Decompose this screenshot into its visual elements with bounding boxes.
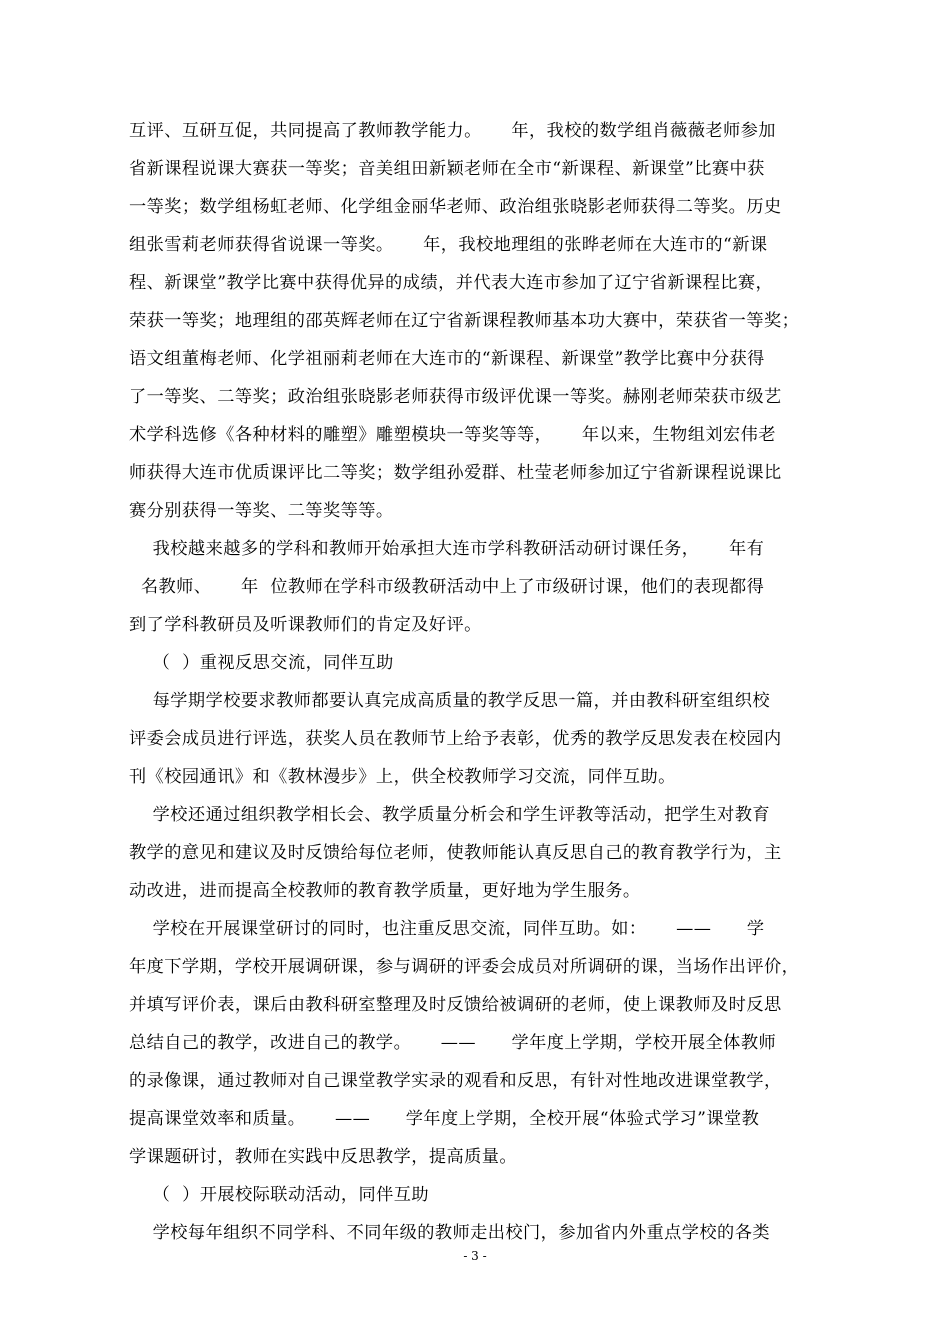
text-line: 动改进，进而提高全校教师的教育教学质量，更好地为学生服务。 [129, 881, 641, 901]
text-line: 的录像课，通过教师对自己课堂教学实录的观看和反思，有针对性地改进课堂教学， [129, 1071, 782, 1091]
text-line: 教学的意见和建议及时反馈给每位老师，使教师能认真反思自己的教育教学行为，主 [129, 843, 782, 863]
text-line: 学课题研讨，教师在实践中反思教学，提高质量。 [129, 1147, 518, 1167]
text-line: 师获得大连市优质课评比二等奖；数学组孙爱群、杜莹老师参加辽宁省新课程说课比 [129, 463, 782, 483]
text-line: 赛分别获得一等奖、二等奖等等。 [129, 501, 394, 521]
text-line: 名教师、 年 位教师在学科市级教研活动中上了市级研讨课，他们的表现都得 [129, 577, 765, 597]
paragraph-start: 学校还通过组织教学相长会、教学质量分析会和学生评教等活动，把学生对教育 [129, 805, 770, 825]
text-line: 并填写评价表，课后由教科研室整理及时反馈给被调研的老师，使上课教师及时反思 [129, 995, 782, 1015]
paragraph-start: 学校在开展课堂研讨的同时，也注重反思交流，同伴互助。如： —— 学 [129, 919, 765, 939]
text-line: 语文组董梅老师、化学祖丽莉老师在大连市的“新课程、新课堂”教学比赛中分获得 [129, 349, 765, 369]
text-line: 年度下学期，学校开展调研课，参与调研的评委会成员对所调研的课，当场作出评价， [129, 957, 800, 977]
text-line: 荣获一等奖；地理组的邵英辉老师在辽宁省新课程教师基本功大赛中，荣获省一等奖； [129, 311, 800, 331]
paragraph-start: 学校每年组织不同学科、不同年级的教师走出校门，参加省内外重点学校的各类 [129, 1223, 770, 1243]
paragraph-start: 每学期学校要求教师都要认真完成高质量的教学反思一篇，并由教科研室组织校 [129, 691, 770, 711]
text-line: 刊《校园通讯》和《教林漫步》上，供全校教师学习交流，同伴互助。 [129, 767, 676, 787]
text-line: 程、新课堂”教学比赛中获得优异的成绩，并代表大连市参加了辽宁省新课程比赛， [129, 273, 774, 293]
text-line: 省新课程说课大赛获一等奖；音美组田新颖老师在全市“新课程、新课堂”比赛中获 [129, 159, 765, 179]
text-line: 术学科选修《各种材料的雕塑》雕塑模块一等奖等等， 年以来，生物组刘宏伟老 [129, 425, 776, 445]
page-number: - 3 - [463, 1249, 487, 1263]
text-line: 提高课堂效率和质量。 —— 学年度上学期，全校开展“体验式学习”课堂教 [129, 1109, 760, 1129]
paragraph-start: 我校越来越多的学科和教师开始承担大连市学科教研活动研讨课任务， 年有 [129, 539, 765, 559]
text-line: 评委会成员进行评选，获奖人员在教师节上给予表彰，优秀的教学反思发表在校园内 [129, 729, 782, 749]
text-line: 一等奖；数学组杨虹老师、化学组金丽华老师、政治组张晓影老师获得二等奖。历史 [129, 197, 782, 217]
text-line: 了一等奖、二等奖；政治组张晓影老师获得市级评优课一等奖。赫刚老师荣获市级艺 [129, 387, 782, 407]
section-heading: （ ）重视反思交流，同伴互助 [129, 653, 394, 673]
text-line: 互评、互研互促，共同提高了教师教学能力。 年，我校的数学组肖薇薇老师参加 [129, 121, 776, 141]
text-line: 组张雪莉老师获得省说课一等奖。 年，我校地理组的张晔老师在大连市的“新课 [129, 235, 768, 255]
section-heading: （ ）开展校际联动活动，同伴互助 [129, 1185, 430, 1205]
text-line: 到了学科教研员及听课教师们的肯定及好评。 [129, 615, 482, 635]
text-line: 总结自己的教学，改进自己的教学。 —— 学年度上学期，学校开展全体教师 [129, 1033, 777, 1053]
